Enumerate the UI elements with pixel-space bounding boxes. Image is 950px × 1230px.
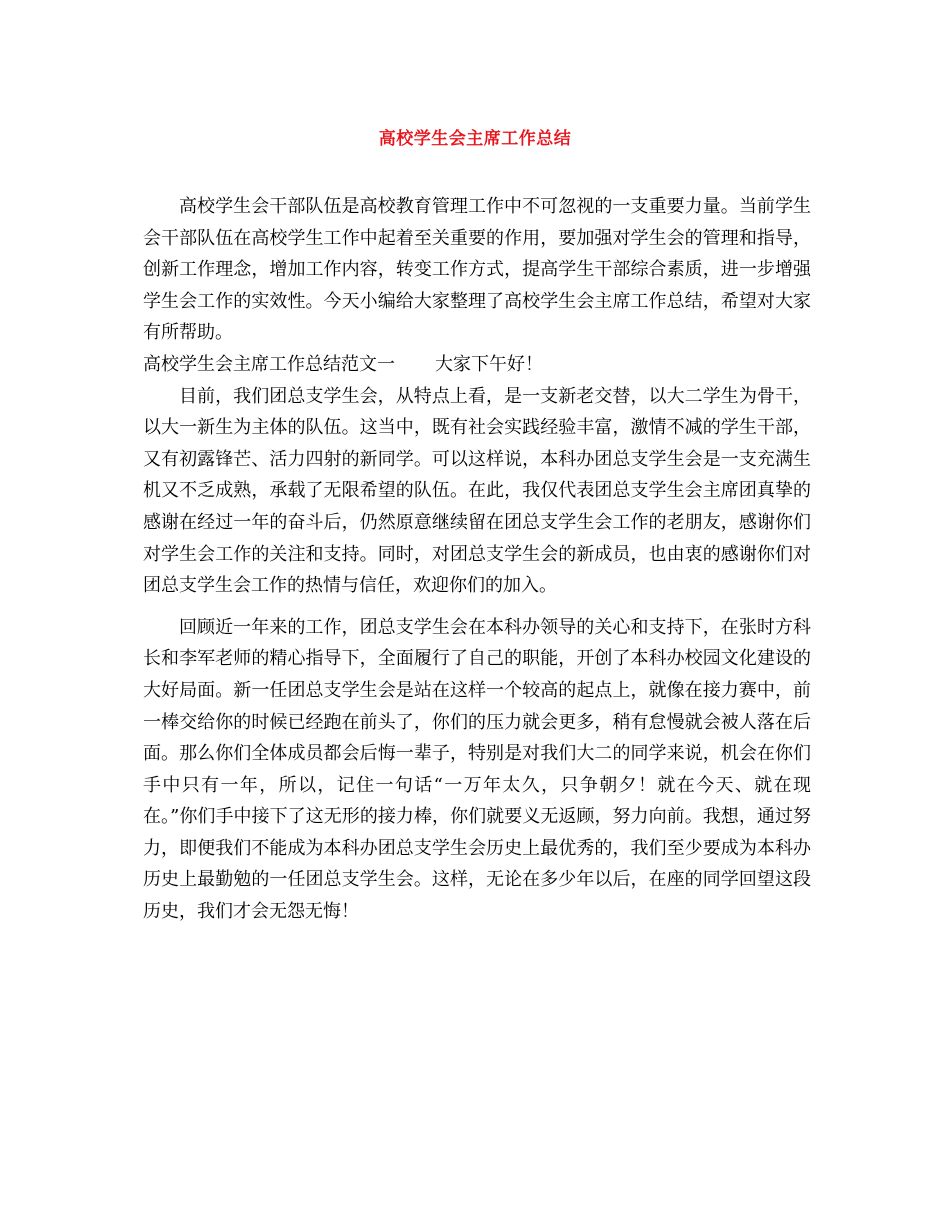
greeting: 大家下午好！	[435, 353, 543, 375]
body-paragraph-1: 目前，我们团总支学生会，从特点上看，是一支新老交替，以大二学生为骨干，以大一新生为主体的队伍。这当中，既有社会实践经验丰富，激情不减的学生干部，又有初露锋芒、活力四射的新同学。可以这样说，本科办团总支学生会是一支充满生机又不乏成熟，承载了无限希望的队伍。在此，我仅代表团总支学生会主席团真挚的感谢在经过一年的奋斗后，仍然原意继续留在团总支学生会工作的老朋友，感谢你们对学生会工作的关注和支持。同时，对团总支学生会的新成员，也由衷的感谢你们对团总支学生会工作的热情与信任，欢迎你们的加入。	[143, 385, 811, 597]
document-title: 高校学生会主席工作总结	[378, 129, 572, 149]
sample-heading-line	[143, 349, 811, 381]
body-paragraph-2: 回顾近一年来的工作，团总支学生会在本科办领导的关心和支持下，在张时方科长和李军老师的精心指导下，全面履行了自己的职能，开创了本科办校园文化建设的大好局面。新一任团总支学生会是站在这样一个较高的起点上，就像在接力赛中，前一棒交给你的时候已经跑在前头了，你们的压力就会更多，稍有怠慢就会被人落在后面。那么你们全体成员都会后悔一辈子，特别是对我们大二的同学来说，机会在你们手中只有一年，所以，记住一句话“一万年太久，只争朝夕！就在今天、就在现在。”你们手中接下了这无形的接力棒，你们就要义无返顾，努力向前。我想，通过努力，即便我们不能成为本科办团总支学生会历史上最优秀的，我们至少要成为本科办历史上最勤勉的一任团总支学生会。这样，无论在多少年以后，在座的同学回望这段历史，我们才会无怨无悔！	[143, 616, 811, 923]
sample-heading: 高校学生会主席工作总结范文一	[143, 353, 395, 375]
intro-paragraph: 高校学生会干部队伍是高校教育管理工作中不可忽视的一支重要力量。当前学生会干部队伍在高校学生工作中起着至关重要的作用，要加强对学生会的管理和指导，创新工作理念，增加工作内容，转变工作方式，提高学生干部综合素质，进一步增强学生会工作的实效性。今天小编给大家整理了高校学生会主席工作总结，希望对大家有所帮助。	[143, 196, 811, 344]
document-body	[143, 191, 811, 928]
